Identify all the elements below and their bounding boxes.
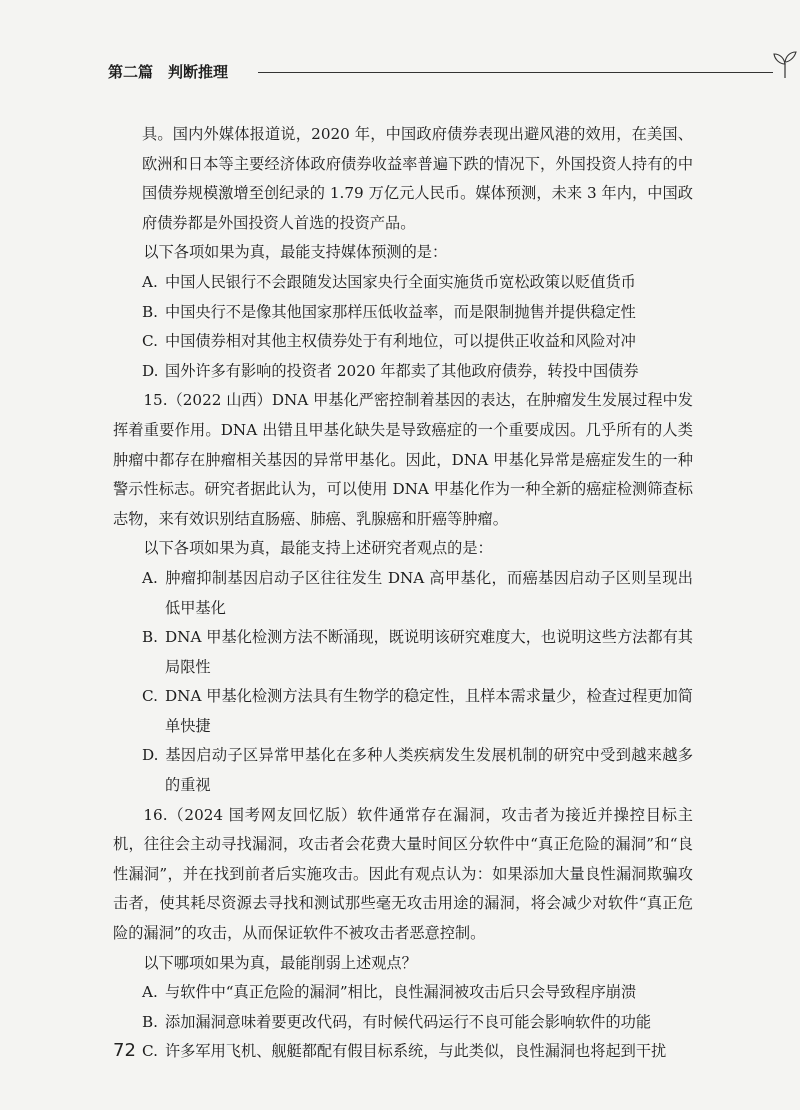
answer-option	[113, 298, 693, 328]
option-text: DNA 甲基化检测方法不断涌现，既说明该研究难度大，也说明这些方法都有其局限性	[165, 628, 693, 676]
answer-option	[113, 564, 693, 623]
option-text: 肿瘤抑制基因启动子区往往发生 DNA 高甲基化，而癌基因启动子区则呈现出低甲基化	[165, 568, 693, 617]
option-text: 中国人民银行不会跟随发达国家央行全面实施货币宽松政策以贬值货币	[165, 272, 636, 291]
option-label: C.	[142, 332, 158, 351]
option-text: 与软件中“真正危险的漏洞”相比，良性漏洞被攻击后只会导致程序崩溃	[165, 983, 637, 1002]
question-stem: 15.（2022 山西）DNA 甲基化严密控制着基因的表达，在肿瘤发生发展过程中发挥着重要作用。DNA 出错且甲基化缺失是导致癌症的一个重要成因。几乎所有的人类肿瘤中都存在肿瘤相关基因的异常甲基化。因此，DNA 甲基化异常是癌症发生的一种警示性标志。研究者据此认为，可以使用 DNA 甲基化作为一种全新的癌症检测筛查标志物，来有效识别结直肠癌、肺癌、乳腺癌和肝癌等肿瘤。	[113, 391, 693, 528]
question-prompt: 以下哪项如果为真，最能削弱上述观点？	[143, 953, 417, 972]
option-text: 中国债券相对其他主权债券处于有利地位，可以提供正收益和风险对冲	[165, 332, 636, 351]
option-text: DNA 甲基化检测方法具有生物学的稳定性，且样本需求量少，检查过程更加简单快捷	[165, 687, 693, 735]
answer-option	[113, 1008, 693, 1038]
answer-option	[113, 357, 693, 387]
answer-option	[113, 682, 693, 741]
running-header	[108, 57, 698, 87]
option-text: 中国央行不是像其他国家那样压低收益率，而是限制抛售并提供稳定性	[165, 302, 636, 321]
question-prompt: 以下各项如果为真，最能支持媒体预测的是：	[143, 243, 448, 262]
option-label: A.	[142, 568, 158, 587]
answer-option	[113, 1037, 693, 1067]
page-content	[113, 120, 693, 1067]
question-stem: 16.（2024 国考网友回忆版）软件通常存在漏洞，攻击者为接近并操控目标主机，往往会主动寻找漏洞，攻击者会花费大量时间区分软件中“真正危险的漏洞”和“良性漏洞”，并在找到前者后实施攻击。因此有观点认为：如果添加大量良性漏洞欺骗攻击者，使其耗尽资源去寻找和测试那些毫无攻击用途的漏洞，将会减少对软件“真正危险的漏洞”的攻击，从而保证软件不被攻击者恶意控制。	[113, 805, 693, 943]
answer-option	[113, 327, 693, 357]
option-label: B.	[142, 302, 158, 321]
option-label: C.	[142, 1042, 158, 1061]
option-label: A.	[142, 983, 158, 1002]
option-label: B.	[142, 628, 158, 647]
option-text: 基因启动子区异常甲基化在多种人类疾病发生发展机制的研究中受到越来越多的重视	[165, 746, 693, 795]
question-prompt: 以下各项如果为真，最能支持上述研究者观点的是：	[143, 539, 493, 558]
option-label: D.	[142, 746, 159, 765]
option-label: B.	[142, 1012, 158, 1031]
option-text: 添加漏洞意味着要更改代码，有时候代码运行不良可能会影响软件的功能	[165, 1012, 651, 1031]
answer-option	[113, 623, 693, 682]
question-stem-continuation: 具。国内外媒体报道说，2020 年，中国政府债券表现出避风港的效用，在美国、欧洲和日本等主要经济体政府债券收益率普遍下跌的情况下，外国投资人持有的中国债券规模激增至创纪录的 1.79 万亿元人民币。媒体预测，未来 3 年内，中国政府债券都是外国投资人首选的投资产品。	[142, 125, 693, 232]
section-title: 第二篇 判断推理	[108, 63, 229, 81]
answer-option	[113, 268, 693, 298]
answer-option	[113, 741, 693, 800]
answer-option	[113, 978, 693, 1008]
option-text: 国外许多有影响的投资者 2020 年都卖了其他政府债券，转投中国债券	[165, 361, 639, 380]
option-text: 许多军用飞机、舰艇都配有假目标系统，与此类似，良性漏洞也将起到干扰	[165, 1042, 667, 1061]
page-number: 72	[113, 1040, 136, 1061]
header-rule	[258, 72, 773, 73]
option-label: C.	[142, 687, 158, 706]
sprout-icon	[770, 51, 800, 79]
option-label: A.	[142, 272, 158, 291]
option-label: D.	[142, 361, 159, 380]
